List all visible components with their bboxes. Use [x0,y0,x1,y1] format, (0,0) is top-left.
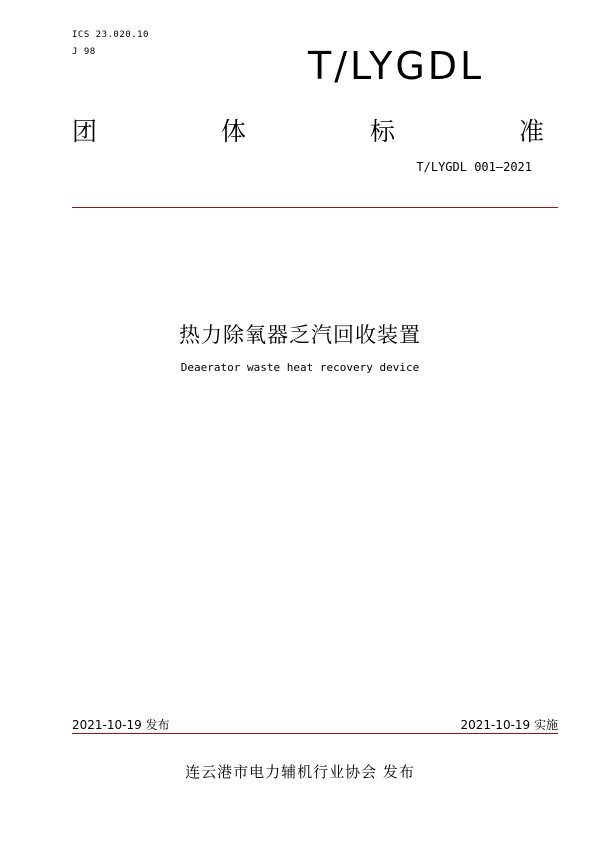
standard-type-char: 标 [369,117,395,146]
classification-code: J 98 [72,47,96,57]
top-divider [72,207,558,208]
standard-number: T/LYGDL 001—2021 [416,160,532,174]
ics-code: ICS 23.020.10 [72,30,149,40]
standard-type-char: 团 [72,117,98,146]
implement-date: 2021-10-19 实施 [460,718,558,732]
bottom-divider [72,733,558,734]
standard-type-char: 准 [518,117,544,146]
document-title-en: Deaerator waste heat recovery device [180,361,420,374]
document-title-zh: 热力除氧器乏汽回收装置 [179,323,421,347]
standard-code: T/LYGDL [308,44,485,88]
publish-date: 2021-10-19 发布 [72,718,170,732]
standard-type-char: 体 [220,117,246,146]
publisher: 连云港市电力辅机行业协会 发布 [185,763,415,781]
standard-type [72,112,544,148]
